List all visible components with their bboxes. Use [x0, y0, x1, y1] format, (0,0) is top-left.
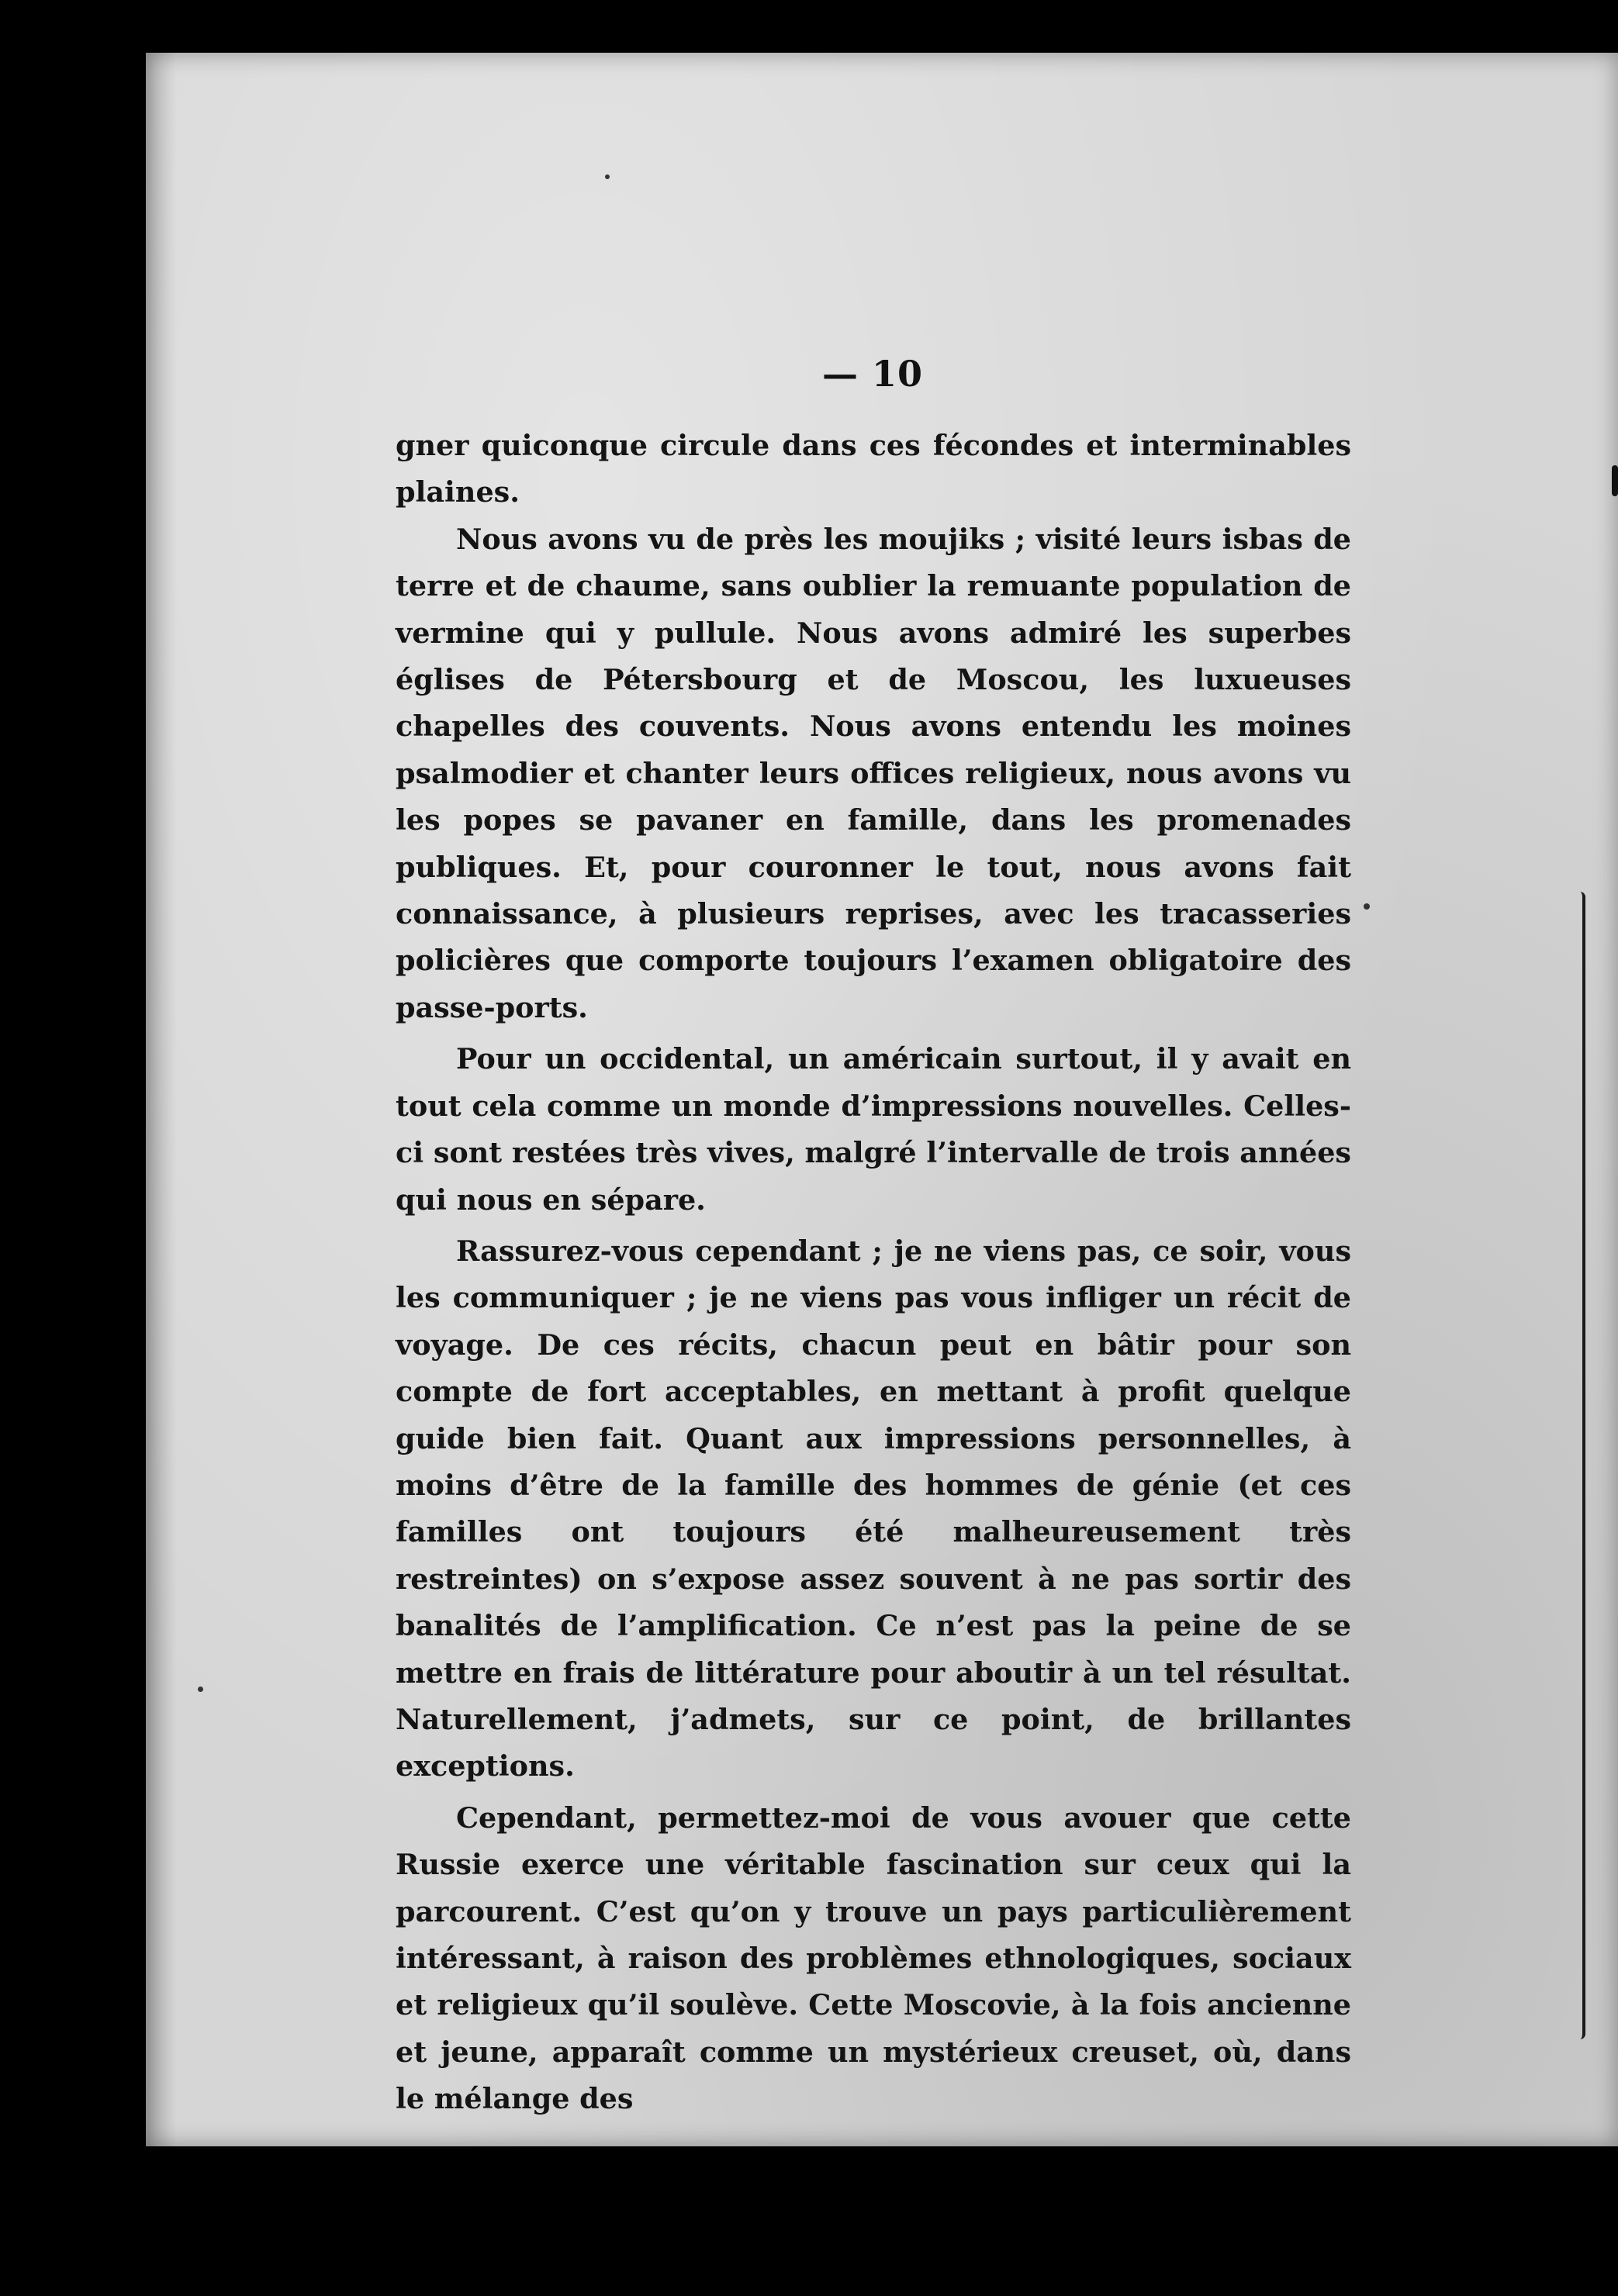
paragraph: gner quiconque circule dans ces fécondes et interminables plaines. [396, 429, 1351, 509]
scan-speck [605, 174, 610, 179]
page-number: — 10 [822, 353, 924, 395]
page-binding-edge [1575, 892, 1585, 2039]
scan-speck [1612, 465, 1618, 496]
paragraph: Pour un occidental, un américain surtout, il y avait en tout cela comme un monde d’impressions nouvelles. Celles-ci sont restées très vives, malgré l’intervalle de trois années qui nous en sépare. [396, 1042, 1351, 1217]
scan-speck [1364, 903, 1370, 910]
paragraph: Rassurez-vous cependant ; je ne viens pas, ce soir, vous les communiquer ; je ne viens pas vous infliger un récit de voyage. De ces récits, chacun peut en bâtir pour son compte de fort acceptables, en mettant à profit quelque guide bien fait. Quant aux impressions personnelles, à moins d’être de la famille des hommes de génie (et ces familles ont toujours été malheureusement très restreintes) on s’expose assez souvent à ne pas sortir des banalités de l’amplification. Ce n’est pas la peine de se mettre en frais de littérature pour aboutir à un tel résultat. Naturellement, j’admets, sur ce point, de brillantes exceptions. [396, 1234, 1351, 1783]
body-text [396, 423, 1351, 2123]
paragraph: Nous avons vu de près les moujiks ; visité leurs isbas de terre et de chaume, sans oublier la remuante population de vermine qui y pullule. Nous avons admiré les superbes églises de Pétersbourg et de Moscou, les luxueuses chapelles des couvents. Nous avons entendu les moines psalmodier et chanter leurs offices religieux, nous avons vu les popes se pavaner en famille, dans les promenades publiques. Et, pour couronner le tout, nous avons fait connaissance, à plusieurs reprises, avec les tracasseries policières que comporte toujours l’examen obligatoire des passe-ports. [396, 522, 1351, 1024]
scan-speck [198, 1687, 203, 1692]
paragraph: Cependant, permettez-moi de vous avouer que cette Russie exerce une véritable fascination sur ceux qui la parcourent. C’est qu’on y trouve un pays particulièrement intéressant, à raison des problèmes ethnologiques, sociaux et religieux qu’il soulève. Cette Moscovie, à la fois ancienne et jeune, apparaît comme un mystérieux creuset, où, dans le mélange des [396, 1801, 1351, 2116]
